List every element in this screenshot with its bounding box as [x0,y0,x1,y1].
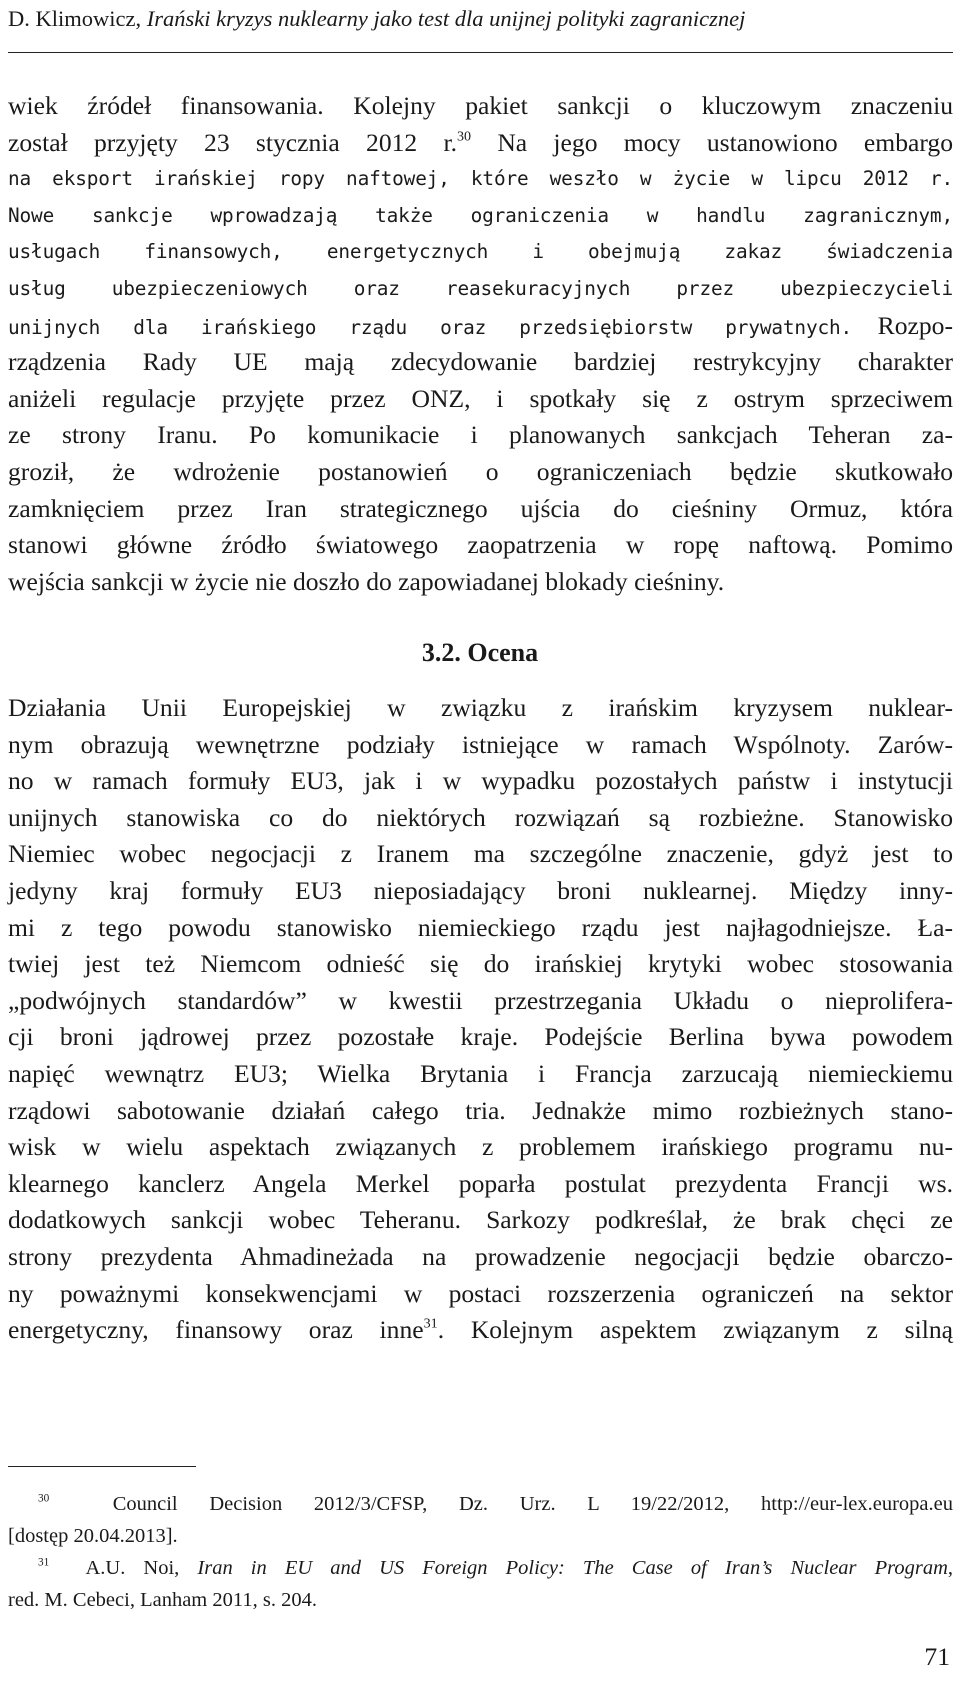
footnote-ref-31[interactable]: 31 [423,1315,438,1332]
footnote-31 [8,1552,953,1584]
text-line: aniżeli regulacje przyjęte przez ONZ, i spotkały się z ostrym sprzeciwem [8,383,953,413]
footnote-separator [8,1466,196,1467]
text-segment: Rozpo- [877,310,953,340]
footnote-number: 31 [38,1556,50,1569]
footnote-text: Council Decision 2012/3/CFSP, Dz. Urz. L 19/22/2012, http://eur-lex.europa.eu [112,1493,954,1515]
text-line [8,1312,953,1349]
text-line: usług ubezpieczeniowych oraz reasekuracyjnych przez ubezpieczycieli [8,276,953,300]
footnote-31-continued: red. M. Cebeci, Lanham 2011, s. 204. [8,1589,317,1611]
footnote-title: Iran in EU and US Foreign Policy: The Case of Iran’s Nuclear Program [197,1557,948,1579]
text-line: groził, że wdrożenie postanowień o ograniczeniach będzie skutkowało [8,456,953,486]
text-segment: . Kolejnym aspektem związanym z silną [437,1315,953,1345]
paragraph-sanctions [8,88,953,600]
text-line: twiej jest też Niemcom odnieść się do irańskiej krytyki wobec stosowania [8,949,953,979]
text-line: strony prezydenta Ahmadineżada na prowadzenie negocjacji będzie obarczo- [8,1241,953,1271]
text-line: zamknięciem przez Iran strategicznego ujścia do cieśniny Ormuz, która [8,493,953,523]
footnotes [8,1488,953,1616]
running-head [8,4,953,34]
text-line: jedyny kraj formuły EU3 nieposiadający broni nuklearnej. Między inny- [8,875,953,905]
text-line: napięć wewnątrz EU3; Wielka Brytania i Francja zarzucają niemieckiemu [8,1058,953,1088]
paragraph-assessment [8,690,953,1349]
text-segment: został przyjęty 23 stycznia 2012 r. [8,127,457,157]
page-number: 71 [924,1642,950,1671]
text-line: wiek źródeł finansowania. Kolejny pakiet sankcji o kluczowym znaczeniu [8,91,953,120]
text-line: Niemiec wobec negocjacji z Iranem ma szczególne znaczenie, gdyż jest to [8,839,953,869]
text-line: na eksport irańskiej ropy naftowej, które weszło w życie w lipcu 2012 r. [8,167,953,191]
text-line: ny poważnymi konsekwencjami w postaci rozszerzenia ograniczeń na sektor [8,1278,953,1308]
text-line: no w ramach formuły EU3, jak i w wypadku pozostałych państw i instytucji [8,766,953,796]
text-line [8,308,953,345]
text-line: wejścia sankcji w życie nie doszło do zapowiadanej blokady cieśniny. [8,566,725,596]
text-segment: ze strony Iranu. [8,420,218,450]
footnote-punct: , [947,1557,954,1579]
text-line: Nowe sankcje wprowadzają także ograniczenia w handlu zagranicznym, [8,203,953,227]
footnote-30 [8,1488,953,1520]
text-segment: stanowi główne źródło światowego zaopatrzenia w ropę naftową. [8,530,838,560]
text-line: klearnego kanclerz Angela Merkel poparła postulat prezydenta Francji ws. [8,1168,953,1198]
header-rule [8,52,953,53]
text-line: Działania Unii Europejskiej w związku z irańskim kryzysem nuklear- [8,693,953,722]
text-line [8,527,953,564]
text-line: wisk w wielu aspektach związanych z problemem irańskiego programu nu- [8,1132,953,1162]
text-line: rządzenia Rady UE mają zdecydowanie bardziej restrykcyjny charakter [8,347,953,377]
text-segment: Po komunikacie i planowanych sankcjach Teheran za- [248,420,953,450]
text-line: rządowi sabotowanie działań całego tria. Jednakże mimo rozbieżnych stano- [8,1095,953,1125]
text-line [8,417,953,454]
running-head-title: Irański kryzys nuklearny jako test dla unijnej polityki zagranicznej [146,6,746,31]
text-line: cji broni jądrowej przez pozostałe kraje. Podejście Berlina bywa powodem [8,1022,953,1052]
text-line: unijnych stanowiska co do niektórych rozwiązań są rozbieżne. Stanowisko [8,802,953,832]
footnote-30-continued: [dostęp 20.04.2013]. [8,1525,178,1547]
footnote-authors: A.U. Noi, [85,1557,198,1579]
text-segment: unijnych dla irańskiego rządu oraz przedsiębiorstw prywatnych. [8,315,853,339]
text-line: nym obrazują wewnętrzne podziały istniejące w ramach Wspólnoty. Zarów- [8,729,953,759]
text-segment: energetyczny, finansowy oraz inne [8,1315,424,1345]
footnote-number: 30 [38,1492,50,1505]
footnote-ref-30[interactable]: 30 [456,128,472,145]
text-line: dodatkowych sankcji wobec Teheranu. Sarkozy podkreślał, że brak chęci ze [8,1205,953,1235]
section-heading: 3.2. Ocena [421,638,539,667]
text-line: usługach finansowych, energetycznych i obejmują zakaz świadczenia [8,240,953,264]
text-line: „podwójnych standardów” w kwestii przestrzegania Układu o nieprolifera- [8,985,953,1015]
running-head-author: D. Klimowicz, [8,6,147,31]
text-line [8,125,953,162]
text-line: mi z tego powodu stanowisko niemieckiego rządu jest najłagodniejsze. Ła- [8,912,953,942]
text-segment: Na jego mocy ustanowiono embargo [497,127,953,157]
text-segment: Pomimo [866,530,953,560]
